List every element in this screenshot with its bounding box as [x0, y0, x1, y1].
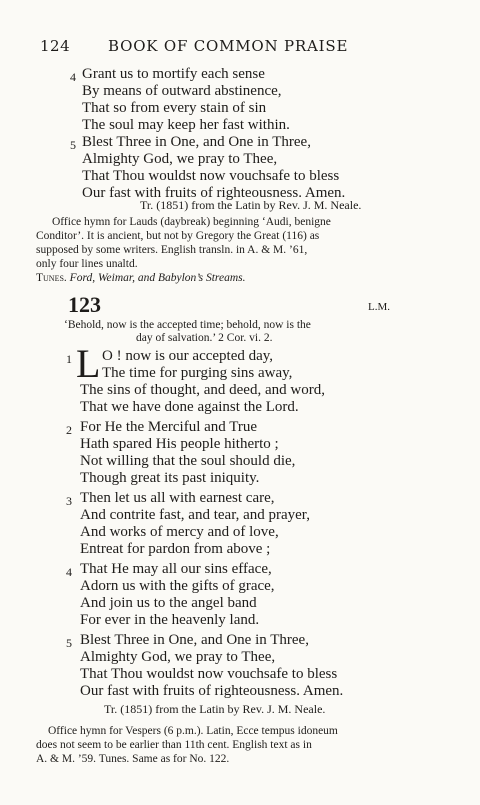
- verse-line: The soul may keep her fast within.: [82, 117, 290, 133]
- verse-number: 5: [66, 636, 72, 650]
- verse-line: And join us to the angel band: [80, 595, 257, 611]
- verse-line: Adorn us with the gifts of grace,: [80, 578, 275, 594]
- verse-line: For ever in the heavenly land.: [80, 612, 260, 628]
- note-line: supposed by some writers. English transln. in A. & M. ’61,: [36, 244, 308, 256]
- epigraph-line: day of salvation.’ 2 Cor. vi. 2.: [136, 332, 273, 344]
- tunes-list: Ford, Weimar, and Babylon’s Streams.: [69, 272, 246, 284]
- verse-line: The time for purging sins away,: [102, 365, 293, 381]
- verse-number: 3: [66, 494, 72, 508]
- verse-line: And contrite fast, and tear, and prayer,: [80, 507, 310, 523]
- verse-line: Entreat for pardon from above ;: [80, 541, 271, 557]
- verse-line: Blest Three in One, and One in Three,: [80, 632, 309, 648]
- tunes-line: [36, 272, 245, 284]
- verse-line: Our fast with fruits of righteousness. Amen.: [80, 683, 344, 699]
- verse-line: And works of mercy and of love,: [80, 524, 279, 540]
- verse-line: Almighty God, we pray to Thee,: [82, 151, 278, 167]
- note-line: only four lines unaltd.: [36, 258, 138, 270]
- verse-number: 1: [66, 352, 72, 366]
- verse-number: 4: [70, 70, 76, 84]
- verse-number: 2: [66, 423, 72, 437]
- verse-line: Though great its past iniquity.: [80, 470, 260, 486]
- verse-line: O ! now is our accepted day,: [102, 348, 274, 364]
- tunes-label: Tunes.: [36, 272, 67, 284]
- note-line: does not seem to be earlier than 11th cent. English text as in: [36, 739, 312, 751]
- hymn-number: 123: [68, 292, 101, 317]
- verse-line: Blest Three in One, and One in Three,: [82, 134, 311, 150]
- verse-number: 5: [70, 138, 76, 152]
- note-line: Conditor’. It is ancient, but not by Gregory the Great (116) as: [36, 230, 320, 242]
- page-number: 124: [40, 37, 71, 55]
- verse-line: Grant us to mortify each sense: [82, 66, 265, 82]
- translator-attribution: Tr. (1851) from the Latin by Rev. J. M. Neale.: [104, 702, 326, 716]
- verse-line: That we have done against the Lord.: [80, 399, 299, 415]
- note-line: Office hymn for Lauds (daybreak) beginning ‘Audi, benigne: [52, 216, 331, 228]
- verse-line: That He may all our sins efface,: [80, 561, 272, 577]
- verse-line: For He the Merciful and True: [80, 419, 258, 435]
- verse-line: Hath spared His people hitherto ;: [80, 436, 279, 452]
- verse-line: Then let us all with earnest care,: [80, 490, 275, 506]
- epigraph-line: ‘Behold, now is the accepted time; behold, now is the: [64, 319, 311, 331]
- translator-attribution: Tr. (1851) from the Latin by Rev. J. M. Neale.: [140, 198, 362, 212]
- verse-line: That Thou wouldst now vouchsafe to bless: [80, 666, 338, 682]
- verse-line: Almighty God, we pray to Thee,: [80, 649, 276, 665]
- verse-line: By means of outward abstinence,: [82, 83, 282, 99]
- drop-capital: L: [76, 341, 101, 386]
- verse-number: 4: [66, 565, 72, 579]
- hymn-meter: L.M.: [368, 301, 390, 313]
- verse-line: Our fast with fruits of righteousness. Amen.: [82, 185, 346, 201]
- page-header: [40, 37, 438, 55]
- verse-line: The sins of thought, and deed, and word,: [80, 382, 325, 398]
- verse-line: That Thou wouldst now vouchsafe to bless: [82, 168, 340, 184]
- note-line: Office hymn for Vespers (6 p.m.). Latin, Ecce tempus idoneum: [48, 725, 338, 737]
- note-line: A. & M. ’59. Tunes. Same as for No. 122.: [36, 753, 230, 765]
- verse-line: That so from every stain of sin: [82, 100, 267, 116]
- verse-line: Not willing that the soul should die,: [80, 453, 296, 469]
- running-title: BOOK OF COMMON PRAISE: [108, 37, 349, 55]
